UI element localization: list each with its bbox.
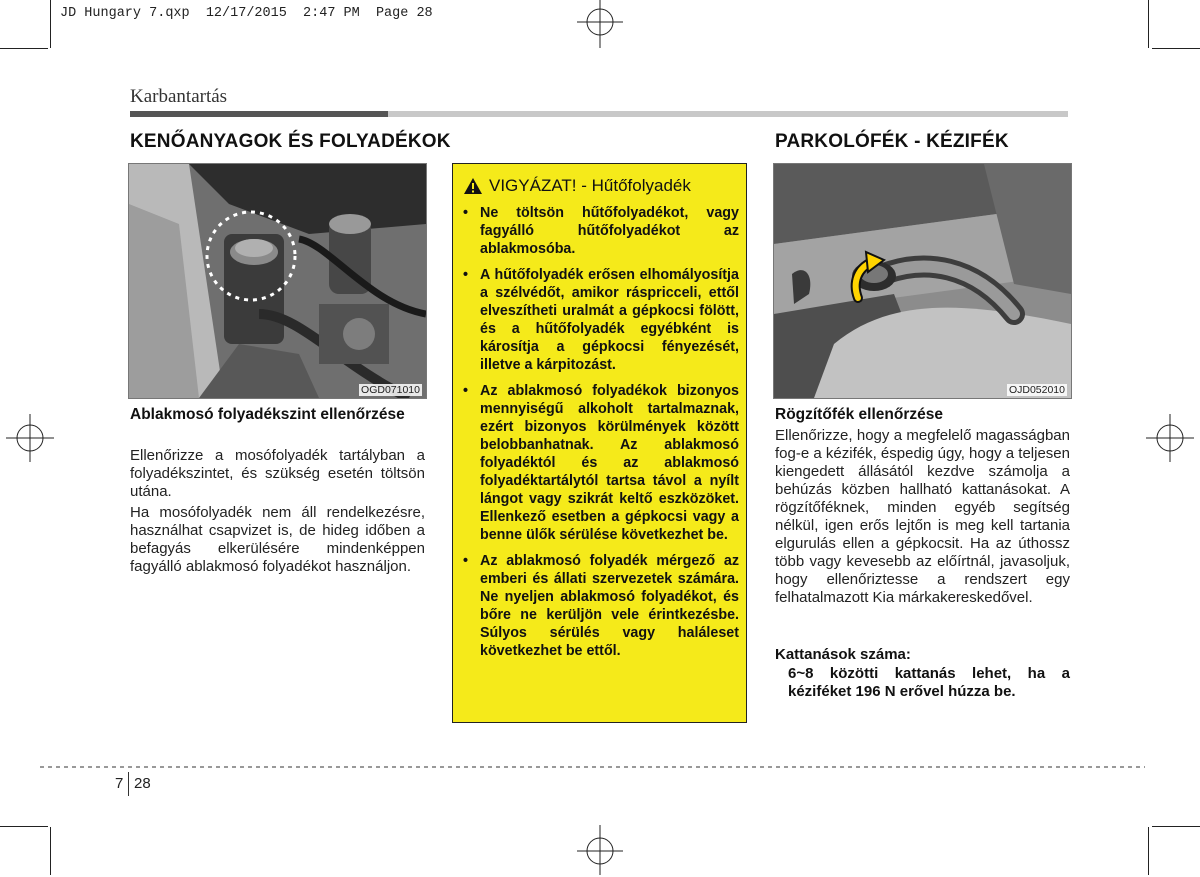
lubricants-heading: KENŐANYAGOK ÉS FOLYADÉKOK [130,131,451,152]
photo-code-right: OJD052010 [1008,384,1065,396]
chapter-number: 7 [115,775,124,792]
warning-item-text: A hűtőfolyadék erősen elhomályosítja a szélvédőt, amikor ráspricceli, ettől elveszítheti uralmát a gépkocsi fölött, és a hűtőfolyadék egyébként is károsítja a gépkocsi fényezését, illetve a kárpitozást. [480,267,739,373]
page-number: 28 [134,775,151,792]
washer-paragraph-2: Ha mosófolyadék nem áll rendelkezésre, használhat csapvizet is, de hideg időben a befagyás elkerülésére mindenképpen fagyálló ablakmosó folyadékot használjon. [130,504,425,575]
registration-mark-right [1146,411,1200,465]
section-title: Karbantartás [130,86,228,107]
warning-item: • Az ablakmosó folyadékok bizonyos mennyiségű alkoholt tartalmaznak, ezért bizonyos körülmények között belobbanhatnak. Az ablakmosó folyadéktól és az ablakmosó folyadéktartálytól tartsa távol a nyílt lángot vagy szikrát keltő eszközöket. Ellenkező esetben a gépkocsi vagy a benne ülők sérülése következhet be. [463,383,739,543]
warning-title-text: VIGYÁZAT! - Hűtőfolyadék [489,176,691,195]
coolant-warning-box [452,163,747,723]
parking-brake-photo [773,163,1072,399]
parking-brake-heading: PARKOLÓFÉK - KÉZIFÉK [775,131,1009,152]
clicks-text: 6~8 közötti kattanás lehet, ha a kéziféket 196 N erővel húzza be. [788,665,1070,700]
brake-check-subheading: Rögzítőfék ellenőrzése [775,406,943,423]
registration-mark-bottom [573,823,627,877]
washer-reservoir-photo [128,163,427,399]
warning-title [463,176,691,196]
photo-code-left: OGD071010 [361,384,420,396]
registration-mark-top [573,0,627,52]
footer-dashed-line [40,765,1145,769]
washer-level-subheading: Ablakmosó folyadékszint ellenőrzése [130,406,405,423]
warning-list [461,204,739,668]
warning-item: • Ne töltsön hűtőfolyadékot, vagy fagyálló hűtőfolyadékot az ablakmosóba. [463,205,739,257]
print-info: JD Hungary 7.qxp 12/17/2015 2:47 PM Page 28 [60,6,433,21]
warning-item: • A hűtőfolyadék erősen elhomályosítja a szélvédőt, amikor ráspricceli, ettől elveszítheti uralmát a gépkocsi fölött, és a hűtőfolyadék egyébként is károsítja a gépkocsi fényezését, illetve a kárpitozást. [463,267,739,373]
page-number-divider [128,772,129,796]
warning-triangle-icon [463,177,483,195]
registration-mark-left [0,411,54,465]
warning-item: • Az ablakmosó folyadék mérgező az emberi és állati szervezetek számára. Ne nyeljen ablakmosó folyadékot, és bőre ne kerüljön vele érintkezésbe. Súlyos sérülés vagy haláleset következhet be ettől. [463,553,739,659]
brake-check-paragraph: Ellenőrizze, hogy a megfelelő magasságban fog-e a kézifék, éspedig úgy, hogy a teljesen kiengedett állásától kezdve számolja a behúzás közben hallható kattanásokat. A rögzítőféknek, minden egyéb segítség nélkül, igen erős lejtőn is meg kell tartania elgurulás ellen a gépkocsit. Ha az úthossz több vagy kevesebb az előírtnál, javasoljuk, hogy ellenőriztesse a rendszert egy felhatalmazott Kia márkakereskedővel. [775,427,1070,606]
section-title-bar [130,111,1068,117]
warning-item-text: Az ablakmosó folyadék mérgező az emberi és állati szervezetek számára. Ne nyeljen ablakmosó folyadékot, és bőre ne kerüljön vele érintkezésbe. Súlyos sérülés vagy haláleset következhet be ettől. [480,553,739,659]
warning-item-text: Ne töltsön hűtőfolyadékot, vagy fagyálló hűtőfolyadékot az ablakmosóba. [480,205,739,257]
warning-item-text: Az ablakmosó folyadékok bizonyos mennyiségű alkoholt tartalmaznak, ezért bizonyos körülmények között belobbanhatnak. Az ablakmosó folyadéktól és az ablakmosó folyadéktartálytól tartsa távol a nyílt lángot vagy szikrát keltő eszközöket. Ellenkező esetben a gépkocsi vagy a benne ülők sérülése következhet be. [480,383,739,543]
clicks-label: Kattanások száma: [775,646,911,663]
washer-paragraph-1: Ellenőrizze a mosófolyadék tartályban a folyadékszintet, és szükség esetén töltsön utána. [130,447,425,500]
